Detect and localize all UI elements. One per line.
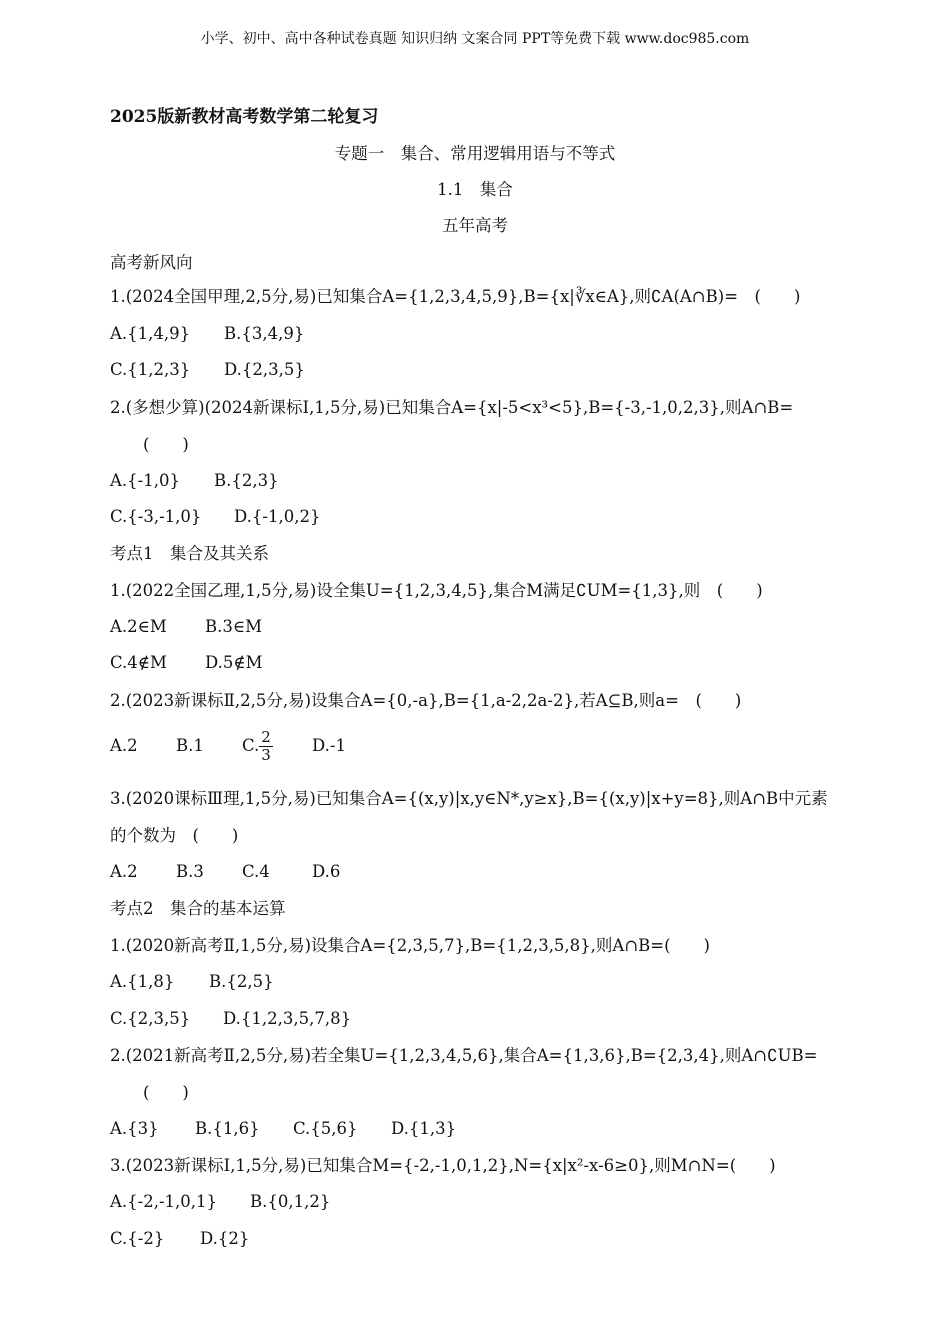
option-d: D.{2,3,5} xyxy=(224,360,305,379)
option-b: B.3 xyxy=(176,862,204,881)
fraction xyxy=(259,729,273,764)
option-c xyxy=(242,728,312,764)
option-a: A.2 xyxy=(110,862,138,881)
option-d: D.6 xyxy=(312,862,341,881)
options-row xyxy=(110,728,346,764)
option-b: B.{1,6} xyxy=(195,1119,260,1138)
options-row xyxy=(110,971,274,993)
option-c: C.4∉M xyxy=(110,653,167,672)
option-d: D.5∉M xyxy=(205,653,263,672)
option-c: C.4 xyxy=(242,862,270,881)
question-stem: 2.(2023新课标Ⅱ,2,5分,易)设集合A={0,-a},B={1,a-2,2a-2},若A⊆B,则a= ( ) xyxy=(110,691,742,710)
options-row xyxy=(110,1228,249,1250)
options-row xyxy=(110,1118,456,1140)
question-stem-continued: 的个数为 ( ) xyxy=(110,826,239,845)
topic-title: 专题一 集合、常用逻辑用语与不等式 xyxy=(334,144,616,163)
option-c: C.{2,3,5} xyxy=(110,1009,191,1028)
option-c: C.{-3,-1,0} xyxy=(110,507,202,526)
option-a: A.{1,4,9} xyxy=(110,324,191,343)
options-row xyxy=(110,359,305,381)
option-a: A.{-1,0} xyxy=(110,471,180,490)
section-title: 1.1 集合 xyxy=(437,180,513,199)
option-a: A.2∈M xyxy=(110,617,167,636)
answer-paren: ( ) xyxy=(143,435,189,454)
option-c: C.{5,6} xyxy=(293,1119,358,1138)
subsection-title: 五年高考 xyxy=(442,216,508,235)
option-d: D.{-1,0,2} xyxy=(234,507,321,526)
option-b: B.{2,5} xyxy=(209,972,274,991)
option-c: C.{1,2,3} xyxy=(110,360,191,379)
option-d: D.{2} xyxy=(200,1229,250,1248)
option-b: B.{0,1,2} xyxy=(250,1192,331,1211)
part-heading: 高考新风向 xyxy=(110,253,193,272)
option-d: D.{1,3} xyxy=(391,1119,457,1138)
option-a: A.{-2,-1,0,1} xyxy=(110,1192,218,1211)
option-d: D.{1,2,3,5,7,8} xyxy=(223,1009,352,1028)
fraction-denominator: 3 xyxy=(261,746,271,764)
options-row xyxy=(110,470,279,492)
option-b: B.3∈M xyxy=(205,617,262,636)
option-c: C.{-2} xyxy=(110,1229,165,1248)
question-stem: 1.(2024全国甲理,2,5分,易)已知集合A={1,2,3,4,5,9},B={x|∛x∈A},则∁A(A∩B)= ( ) xyxy=(110,287,801,306)
question-stem: 3.(2023新课标Ⅰ,1,5分,易)已知集合M={-2,-1,0,1,2},N={x|x²-x-6≥0},则M∩N=( ) xyxy=(110,1156,776,1175)
page-header: 小学、初中、高中各种试卷真题 知识归纳 文案合同 PPT等免费下载 www.doc985.com xyxy=(200,31,750,47)
options-row xyxy=(110,506,320,528)
options-row xyxy=(110,323,304,345)
options-row xyxy=(110,616,262,638)
option-b: B.{2,3} xyxy=(214,471,279,490)
kaodian-heading: 考点2 集合的基本运算 xyxy=(110,899,286,918)
fraction-numerator: 2 xyxy=(261,728,271,746)
options-row xyxy=(110,652,263,674)
question-stem: 2.(2021新高考Ⅱ,2,5分,易)若全集U={1,2,3,4,5,6},集合A={1,3,6},B={2,3,4},则A∩∁UB= xyxy=(110,1046,818,1065)
document-title: 2025版新教材高考数学第二轮复习 xyxy=(110,107,379,127)
question-stem: 1.(2022全国乙理,1,5分,易)设全集U={1,2,3,4,5},集合M满足∁UM={1,3},则 ( ) xyxy=(110,581,763,600)
option-c-prefix: C. xyxy=(242,736,260,755)
answer-paren: ( ) xyxy=(143,1083,189,1102)
question-stem: 1.(2020新高考Ⅱ,1,5分,易)设集合A={2,3,5,7},B={1,2,3,5,8},则A∩B=( ) xyxy=(110,936,710,955)
option-b: B.{3,4,9} xyxy=(224,324,305,343)
option-a: A.2 xyxy=(110,736,138,755)
options-row xyxy=(110,861,340,883)
options-row xyxy=(110,1008,351,1030)
question-stem: 3.(2020课标Ⅲ理,1,5分,易)已知集合A={(x,y)|x,y∈N*,y≥x},B={(x,y)|x+y=8},则A∩B中元素 xyxy=(110,789,828,808)
option-a: A.{1,8} xyxy=(110,972,175,991)
option-a: A.{3} xyxy=(110,1119,159,1138)
option-d: D.-1 xyxy=(312,736,346,755)
options-row xyxy=(110,1191,330,1213)
kaodian-heading: 考点1 集合及其关系 xyxy=(110,544,269,563)
question-stem: 2.(多想少算)(2024新课标Ⅰ,1,5分,易)已知集合A={x|-5<x³<5},B={-3,-1,0,2,3},则A∩B= xyxy=(110,398,794,417)
option-b: B.1 xyxy=(176,736,204,755)
